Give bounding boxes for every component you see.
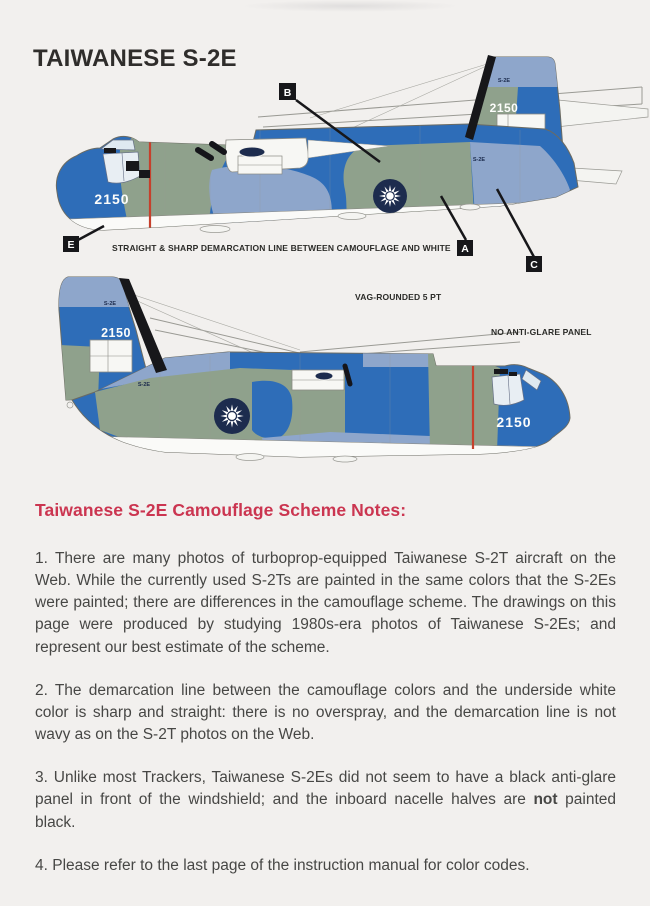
nose-number: 2150 (94, 191, 130, 207)
marker-a-label: A (461, 243, 469, 255)
callout-e (63, 226, 104, 252)
note-paragraph-4: 4. Please refer to the last page of the instruction manual for color codes. (35, 856, 530, 874)
fuselage-code: S-2E (472, 157, 486, 163)
note-paragraph-1: 1. There are many photos of turboprop-equipped Taiwanese S-2T aircraft on the Web. While the currently used S-2Ts are painted in the same colors that the S-2Es were painted; there are differences in the camouflage scheme. The drawings on this page were produced by studying 1980s-era photos of Taiwanese S-2Es; and represent our best estimate of the scheme. (35, 550, 616, 656)
tail-number: 2150 (489, 101, 519, 115)
marker-e-label: E (67, 239, 75, 251)
marker-c-label: C (530, 259, 538, 271)
engine-nacelle (292, 366, 350, 390)
notes-heading: Taiwanese S-2E Camouflage Scheme Notes: (35, 500, 407, 520)
note-paragraph-2: 2. The demarcation line between the camouflage colors and the underside white color is sharp and straight: there is no overspray, and the demarcation line is not wavy as on the S-2T photos on the Web. (35, 681, 616, 744)
exhaust-detail-2 (139, 170, 150, 178)
fin-code: S-2E (103, 301, 117, 307)
note-3-text: 3. Unlike most Trackers, Taiwanese S-2Es did not seem to have a black anti-glare panel in front of the windshield; and the inboard nacelle halves are (35, 769, 616, 809)
demarcation-caption: STRAIGHT & SHARP DEMARCATION LINE BETWEEN CAMOUFLAGE AND WHITE (112, 243, 451, 253)
vag-rounded-annotation: VAG-ROUNDED 5 PT (355, 292, 442, 302)
note-paragraph-3 (35, 767, 616, 833)
marker-b-label: B (283, 87, 292, 99)
roc-roundel (214, 398, 250, 434)
far-elevator (570, 168, 622, 184)
fuselage-code: S-2E (137, 382, 151, 388)
roc-roundel (373, 179, 407, 213)
roof-antenna (494, 369, 508, 374)
notes-section (35, 500, 616, 898)
tail-number: 2150 (101, 326, 131, 340)
roof-detail (509, 372, 517, 376)
exhaust-detail (126, 161, 139, 171)
anti-glare-annotation: NO ANTI-GLARE PANEL (491, 327, 592, 337)
roof-antenna (104, 148, 116, 153)
page-title: TAIWANESE S-2E (33, 45, 237, 72)
aircraft-bottom (40, 277, 570, 475)
nose-number: 2150 (496, 414, 532, 430)
aircraft-top (40, 55, 648, 272)
far-lines (95, 282, 520, 362)
note-3-emphasis: not (533, 791, 558, 809)
fin-code: S-2E (497, 78, 511, 84)
note-3-text-end: painted black. (35, 791, 616, 831)
